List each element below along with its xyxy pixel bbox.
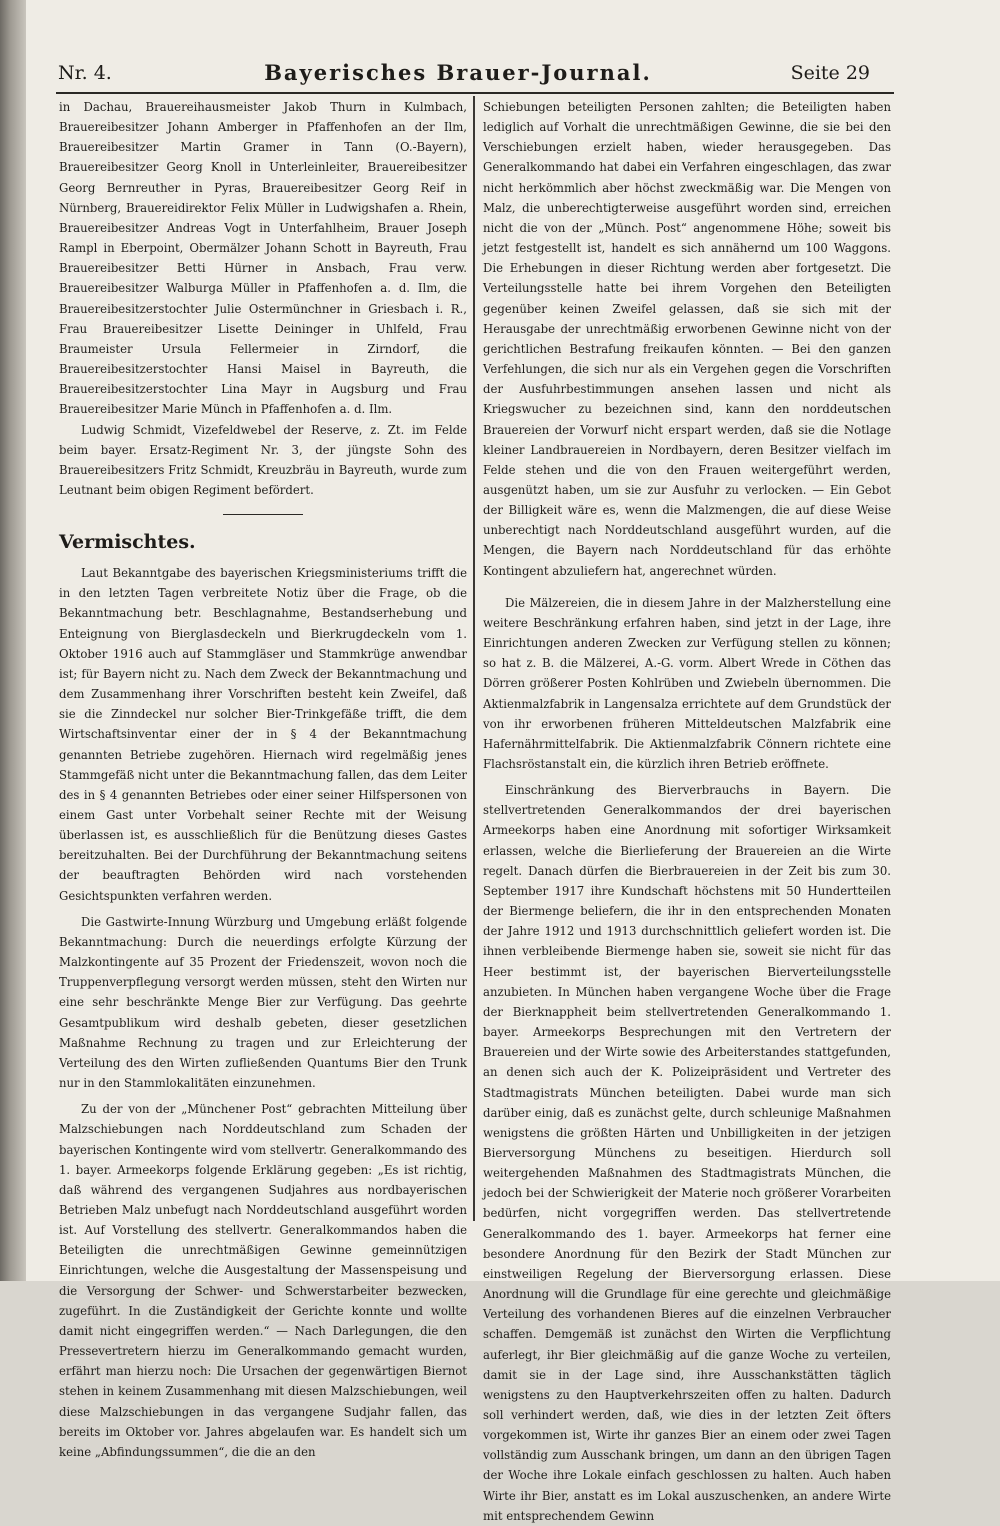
article-malzschiebungen: Zu der von der „Münchener Post“ gebrachten Mitteilung über Malzschiebungen nach Norddeutschland zum Schaden der bayerischen Kontingente wird vom stellvertr. Generalkommando des 1. bayer. Armeekorps folgende Erklärung gegeben: „Es ist richtig, daß während des vergangenen Sudjahres aus nordbayerischen Betrieben Malz unbefugt nach Norddeutschland ausgeführt worden ist. Auf Vorstellung des stellvertr. Generalkommandos haben die Beteiligten die unrechtmäßigen Gewinne gemeinnützigen Einrichtungen, welche die Ausgestaltung der Massenspeisung und die Versorgung der Schwer- und Schwerstarbeiter bezwecken, zugeführt. In die Zuständigkeit der Gerichte konnte und wollte damit nicht eingegriffen werden.“ — Nach Darlegungen, die den Pressevertretern hierzu im Generalkommando gemacht wurden, erfährt man hierzu noch: Die Ursachen der gegenwärtigen Biernot stehen in keinem Zusammenhang mit diesen Malzschiebungen, weil diese Malzschiebungen in das vergangene Sudjahr fallen, das bereits im Oktober vor. Jahres abgelaufen war. Es handelt sich um keine „Abfindungssummen“, die die an den [59, 1102, 467, 1459]
article-bierglasdeckel: Laut Bekanntgabe des bayerischen Kriegsministeriums trifft die in den letzten Tagen verbreitete Notiz über die Frage, ob die Bekanntmachung betr. Beschlagnahme, Bestandserhebung und Enteignung von Bierglasdeckeln und Bierkrugdeckeln vom 1. Oktober 1916 auch auf Stammgläser und Stammkrüge anwendbar ist; für Bayern nicht zu. Nach dem Zweck der Bekanntmachung und dem Zusammenhang ihrer Vorschriften besteht kein Zweifel, daß sie die Zinndeckel nur solcher Bier-Trinkgefäße trifft, die dem Wirtschaftsinventar einer der in § 4 der Bekanntmachung genannten Betriebe zugehören. Hiernach wird regelmäßig jenes Stammgefäß nicht unter die Bekanntmachung fallen, das dem Leiter des in § 4 genannten Betriebes oder einer seiner Hilfspersonen von einem Gast unter Vorbehalt seiner Rechte mit der Weisung überlassen ist, es ausschließlich für die Benützung dieses Gastes bereitzuhalten. Bei der Durchführung der Bekanntmachung seitens der beauftragten Behörden wird nach vorstehenden Gesichtspunkten verfahren werden. [59, 566, 467, 903]
header-rule [56, 92, 894, 94]
newspaper-page [26, 0, 1000, 1523]
article-gastwirte-innung: Die Gastwirte-Innung Würzburg und Umgebung erläßt folgende Bekanntmachung: Durch die neuerdings erfolgte Kürzung der Malzkontingente auf 35 Prozent der Friedenszeit, wovon noch die Truppenverpflegung versorgt werden müssen, steht den Wirten nur eine sehr beschränkte Menge Bier zur Verfügung. Das geehrte Gesamtpublikum wird deshalb gebeten, dieser gesetzlichen Maßnahme Rechnung zu tragen und zur Erleichterung der Verteilung des den Wirten zufließenden Quantums Bier den Trunk nur in den Stammlokalitäten einzunehmen. [59, 914, 467, 1091]
page-number: Seite 29 [790, 62, 870, 84]
article-maelzereien: Die Mälzereien, die in diesem Jahre in der Malzherstellung eine weitere Beschränkung erfahren haben, sind jetzt in der Lage, ihre Einrichtungen anderen Zwecken zur Verfügung stellen zu können; so hat z. B. die Mälzerei, A.-G. vorm. Albert Wrede in Cöthen das Dörren größerer Posten Kohlrüben und Zwiebeln übernommen. Die Aktienmalzfabrik in Langensalza errichtete auf dem Grundstück der von ihr erworbenen früheren Mitteldeutschen Malzfabrik eine Hafernährmittelfabrik. Die Aktienmalzfabrik Cönnern richtete eine Flachsröstanstalt ein, die kürzlich ihren Betrieb eröffnete. [483, 595, 891, 771]
section-heading-vermischtes: Vermischtes. [59, 531, 196, 554]
left-column [59, 97, 467, 1459]
article-einschraenkung-bierverbrauch: Einschränkung des Bierverbrauchs in Bayern. Die stellvertretenden Generalkommandos der drei bayerischen Armeekorps haben eine Anordnung mit sofortiger Wirksamkeit erlassen, welche die Bierlieferung der Brauereien an die Wirte regelt. Danach dürfen die Bierbrauereien in der Zeit bis zum 30. September 1917 ihre Kundschaft höchstens mit 50 Hundertteilen der Biermenge beliefern, die ihr in den entsprechenden Monaten der Jahre 1912 und 1913 durchschnittlich geliefert worden ist. Die ihnen verbleibende Biermenge haben sie, soweit sie nicht für das Heer bestimmt ist, der bayerischen Bierverteilungsstelle anzubieten. In München haben vergangene Woche über die Frage der Bierknappheit beim stellvertretenden Generalkommando 1. bayer. Armeekorps Besprechungen mit den Vertretern der Brauereien und der Wirte sowie des Arbeiterstandes stattgefunden, an denen sich auch der K. Polizeipräsident und Vertreter des Stadtmagistrats München beteiligten. Dabei wurde man sich darüber einig, daß es zunächst gelte, durch schleunige Maßnahmen wenigstens die größten Härten und Unbilligkeiten in der jetzigen Bierversorgung Münchens zu beseitigen. Hierdurch soll weitergehenden Maßnahmen des Stadtmagistrats München, die jedoch bei der Schwierigkeit der Materie noch größerer Vorarbeiten bedürfen, nicht vorgegriffen werden. Das stellvertretende Generalkommando des 1. bayer. Armeekorps hat ferner eine besondere Anordnung für den Bezirk der Stadt München zur einstweiligen Regelung der Bierversorgung erlassen. Diese Anordnung will die Grundlage für eine gerechte und gleichmäßige Verteilung des vorhandenen Bieres auf die einzelnen Verbraucher schaffen. Demgemäß ist zunächst den Wirten die Verpflichtung auferlegt, ihr Bier gleichmäßig auf die ganze Woche zu verteilen, damit sie in der Lage sind, ihre Ausschankstätten täglich wenigstens zu den Hauptverkehrszeiten offen zu halten. Dadurch soll verhindert werden, daß, wie dies in der letzten Zeit öfters vorgekommen ist, Wirte ihr ganzes Bier an einem oder zwei Tagen vollständig zum Ausschank bringen, um dann an den übrigen Tagen der Woche ihre Lokale einfach geschlossen zu halten. Auch haben Wirte ihr Bier, anstatt es im Lokal auszuschenken, an andere Wirte mit entsprechendem Gewinn [483, 783, 891, 1523]
section-separator [223, 514, 303, 515]
book-binding-edge [0, 0, 26, 1281]
journal-title: Bayerisches Brauer-Journal. [264, 60, 652, 85]
issue-number: Nr. 4. [58, 62, 112, 84]
right-column [483, 97, 891, 1523]
column-divider [473, 96, 475, 1221]
article-malzschiebungen-continued: Schiebungen beteiligten Personen zahlten; die Beteiligten haben lediglich auf Vorhalt die unrechtmäßigen Gewinne, die sie bei den Verschiebungen erzielt haben, wieder herausgegeben. Das Generalkommando hat dabei ein Verfahren eingeschlagen, das zwar nicht herkömmlich aber höchst zweckmäßig war. Die Mengen von Malz, die unberechtigterweise ausgeführt worden sind, erreichen nicht die von der „Münch. Post“ angenommene Höhe; soweit bis jetzt festgestellt ist, handelt es sich annähernd um 100 Waggons. Die Erhebungen in dieser Richtung werden aber fortgesetzt. Die Verteilungsstelle hatte bei ihrem Vorgehen den Beteiligten gegenüber keinen Zweifel gelassen, daß sie sich mit der Herausgabe der unrechtmäßig erworbenen Gewinne nicht von der gerichtlichen Bestrafung freikaufen könnten. — Bei den ganzen Verfehlungen, die sich nur als ein Vergehen gegen die Vorschriften der Ausfuhrbestimmungen ansehen lassen und nicht als Kriegswucher zu bezeichnen sind, kann den norddeutschen Brauereien der Vorwurf nicht erspart werden, daß sie die Notlage kleiner Landbrauereien in Nordbayern, deren Besitzer vielfach im Felde stehen und die von den Frauen weitergeführt werden, ausgenützt haben, um sie zur Ausfuhr zu verlocken. — Ein Gebot der Billigkeit wäre es, wenn die Malzmengen, die auf diese Weise unberechtigt nach Norddeutschland ausgeführt wurden, auf die Mengen, die Bayern nach Norddeutschland für das erhöhte Kontingent abzuliefern hat, angerechnet würden. [483, 100, 891, 578]
promotion-paragraph: Ludwig Schmidt, Vizefeldwebel der Reserve, z. Zt. im Felde beim bayer. Ersatz-Regiment Nr. 3, der jüngste Sohn des Brauereibesitzers Fritz Schmidt, Kreuzbräu in Bayreuth, wurde zum Leutnant beim obigen Regiment befördert. [59, 422, 467, 497]
page-header [58, 58, 870, 92]
award-list-paragraph: in Dachau, Brauereihausmeister Jakob Thurn in Kulmbach, Brauereibesitzer Johann Amberger in Pfaffenhofen an der Ilm, Brauereibesitzer Martin Gramer in Tann (O.-Bayern), Brauereibesitzer Georg Knoll in Unterleinleiter, Brauereibesitzer Georg Bernreuther in Pyras, Brauereibesitzer Georg Reif in Nürnberg, Brauereidirektor Felix Müller in Ludwigshafen a. Rhein, Brauereibesitzer Andreas Vogt in Unterfahlheim, Brauer Joseph Rampl in Eberpoint, Obermälzer Johann Schott in Bayreuth, Frau Brauereibesitzer Betti Hürner in Ansbach, Frau verw. Brauereibesitzer Walburga Müller in Pfaffenhofen a. d. Ilm, die Brauereibesitzerstochter Julie Ostermünchner in Griesbach i. R., Frau Brauereibesitzer Lisette Deininger in Uhlfeld, Frau Braumeister Ursula Fellermeier in Zirndorf, die Brauereibesitzerstochter Hansi Maisel in Bayreuth, die Brauereibesitzerstochter Lina Mayr in Augsburg und Frau Brauereibesitzer Marie Münch in Pfaffenhofen a. d. Ilm. [59, 100, 467, 417]
